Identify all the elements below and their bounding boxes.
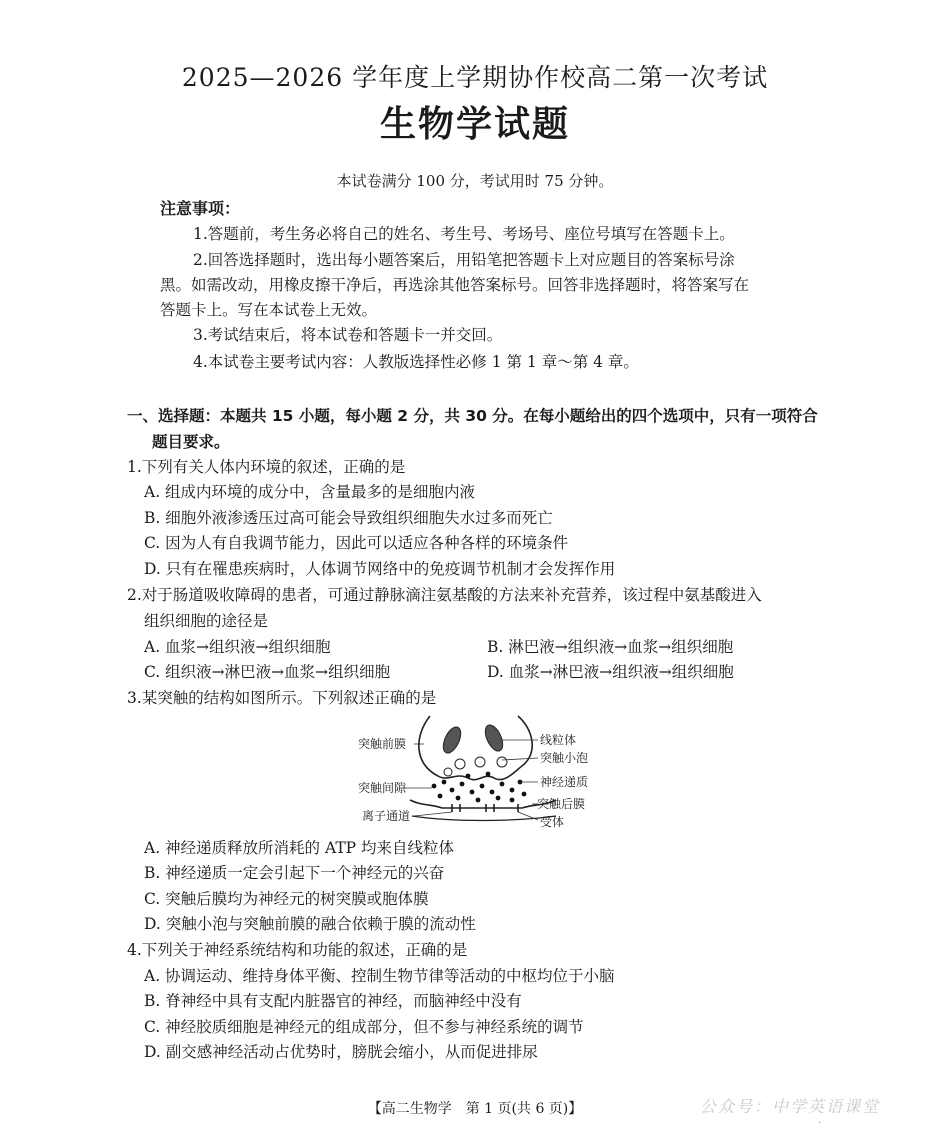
question-1-option-c: C. 因为人有自我调节能力，因此可以适应各种各样的环境条件	[144, 534, 569, 552]
label-receptor: 受体	[540, 815, 565, 829]
presynaptic-membrane-outline	[419, 716, 532, 780]
question-3-option-d: D. 突触小泡与突触前膜的融合依赖于膜的流动性	[144, 915, 476, 933]
note-line: 1.答题前，考生务必将自己的姓名、考生号、考场号、座位号填写在答题卡上。	[193, 225, 735, 243]
question-1-option-a: A. 组成内环境的成分中，含量最多的是细胞内液	[144, 483, 476, 501]
question-2-option-d: D. 血浆→淋巴液→组织液→组织细胞	[487, 663, 734, 681]
synapse-figure	[352, 712, 592, 836]
label-mitochondrion: 线粒体	[540, 733, 577, 747]
question-2-option-c: C. 组织液→淋巴液→血浆→组织细胞	[144, 663, 391, 681]
question-4-option-b: B. 脊神经中具有支配内脏器官的神经，而脑神经中没有	[144, 992, 522, 1010]
question-3-stem: 3.某突触的结构如图所示。下列叙述正确的是	[127, 689, 437, 707]
question-1-stem: 1.下列有关人体内环境的叙述，正确的是	[127, 458, 406, 476]
label-presynaptic-membrane: 突触前膜	[358, 737, 407, 751]
mitochondrion-left	[440, 724, 465, 755]
exam-title-line1: 2025—2026 学年度上学期协作校高二第一次考试	[181, 63, 769, 92]
question-1-option-d: D. 只有在罹患疾病时，人体调节网络中的免疫调节机制才会发挥作用	[144, 560, 616, 578]
page-mark: ·	[818, 1118, 822, 1129]
notes-heading: 注意事项：	[160, 199, 241, 218]
label-postsynaptic-membrane: 突触后膜	[537, 797, 586, 811]
question-3-option-b: B. 神经递质一定会引起下一个神经元的兴奋	[144, 864, 445, 882]
question-1-option-b: B. 细胞外液渗透压过高可能会导致组织细胞失水过多而死亡	[144, 509, 553, 527]
neurotransmitter-dots	[432, 772, 527, 803]
label-synaptic-vesicle: 突触小泡	[540, 751, 589, 765]
note-line: 4.本试卷主要考试内容：人教版选择性必修 1 第 1 章～第 4 章。	[193, 353, 639, 371]
question-2-stem-cont: 组织细胞的途径是	[144, 612, 269, 630]
question-4-stem: 4.下列关于神经系统结构和功能的叙述，正确的是	[127, 941, 468, 959]
question-2-option-a: A. 血浆→组织液→组织细胞	[144, 638, 331, 656]
question-4-option-c: C. 神经胶质细胞是神经元的组成部分，但不参与神经系统的调节	[144, 1018, 584, 1036]
question-3-option-a: A. 神经递质释放所消耗的 ATP 均来自线粒体	[144, 839, 455, 857]
question-2-option-b: B. 淋巴液→组织液→血浆→组织细胞	[487, 638, 734, 656]
note-line: 答题卡上。写在本试卷上无效。	[160, 301, 378, 319]
section-heading: 一、选择题：本题共 15 小题，每小题 2 分，共 30 分。在每小题给出的四个选项中，只有一项符合	[127, 407, 818, 425]
question-4-option-d: D. 副交感神经活动占优势时，膀胱会缩小，从而促进排尿	[144, 1043, 538, 1061]
question-3-option-c: C. 突触后膜均为神经元的树突膜或胞体膜	[144, 890, 429, 908]
note-line: 2.回答选择题时，选出每小题答案后，用铅笔把答题卡上对应题目的答案标号涂	[193, 251, 735, 269]
synaptic-vesicle	[444, 768, 452, 776]
page-footer: 【高二生物学 第 1 页(共 6 页)】	[367, 1101, 583, 1117]
mitochondrion-right	[482, 722, 507, 753]
note-line: 3.考试结束后，将本试卷和答题卡一并交回。	[193, 326, 503, 344]
note-line: 黑。如需改动，用橡皮擦干净后，再选涂其他答案标号。回答非选择题时，将答案写在	[160, 276, 750, 294]
exam-title-subject: 生物学试题	[379, 104, 570, 145]
synaptic-vesicle	[475, 757, 485, 767]
label-neurotransmitter: 神经递质	[540, 775, 589, 789]
exam-info: 本试卷满分 100 分，考试用时 75 分钟。	[336, 172, 614, 190]
label-ion-channel: 离子通道	[362, 809, 411, 823]
label-synaptic-cleft: 突触间隙	[358, 781, 407, 795]
section-heading-cont: 题目要求。	[152, 433, 230, 451]
synaptic-vesicle	[497, 757, 507, 767]
synaptic-vesicle	[455, 759, 465, 769]
watermark: 公众号：中学英语课堂	[700, 1097, 881, 1116]
question-4-option-a: A. 协调运动、维持身体平衡、控制生物节律等活动的中枢均位于小脑	[144, 967, 615, 985]
question-2-stem: 2.对于肠道吸收障碍的患者，可通过静脉滴注氨基酸的方法来补充营养，该过程中氨基酸进入	[127, 586, 762, 604]
